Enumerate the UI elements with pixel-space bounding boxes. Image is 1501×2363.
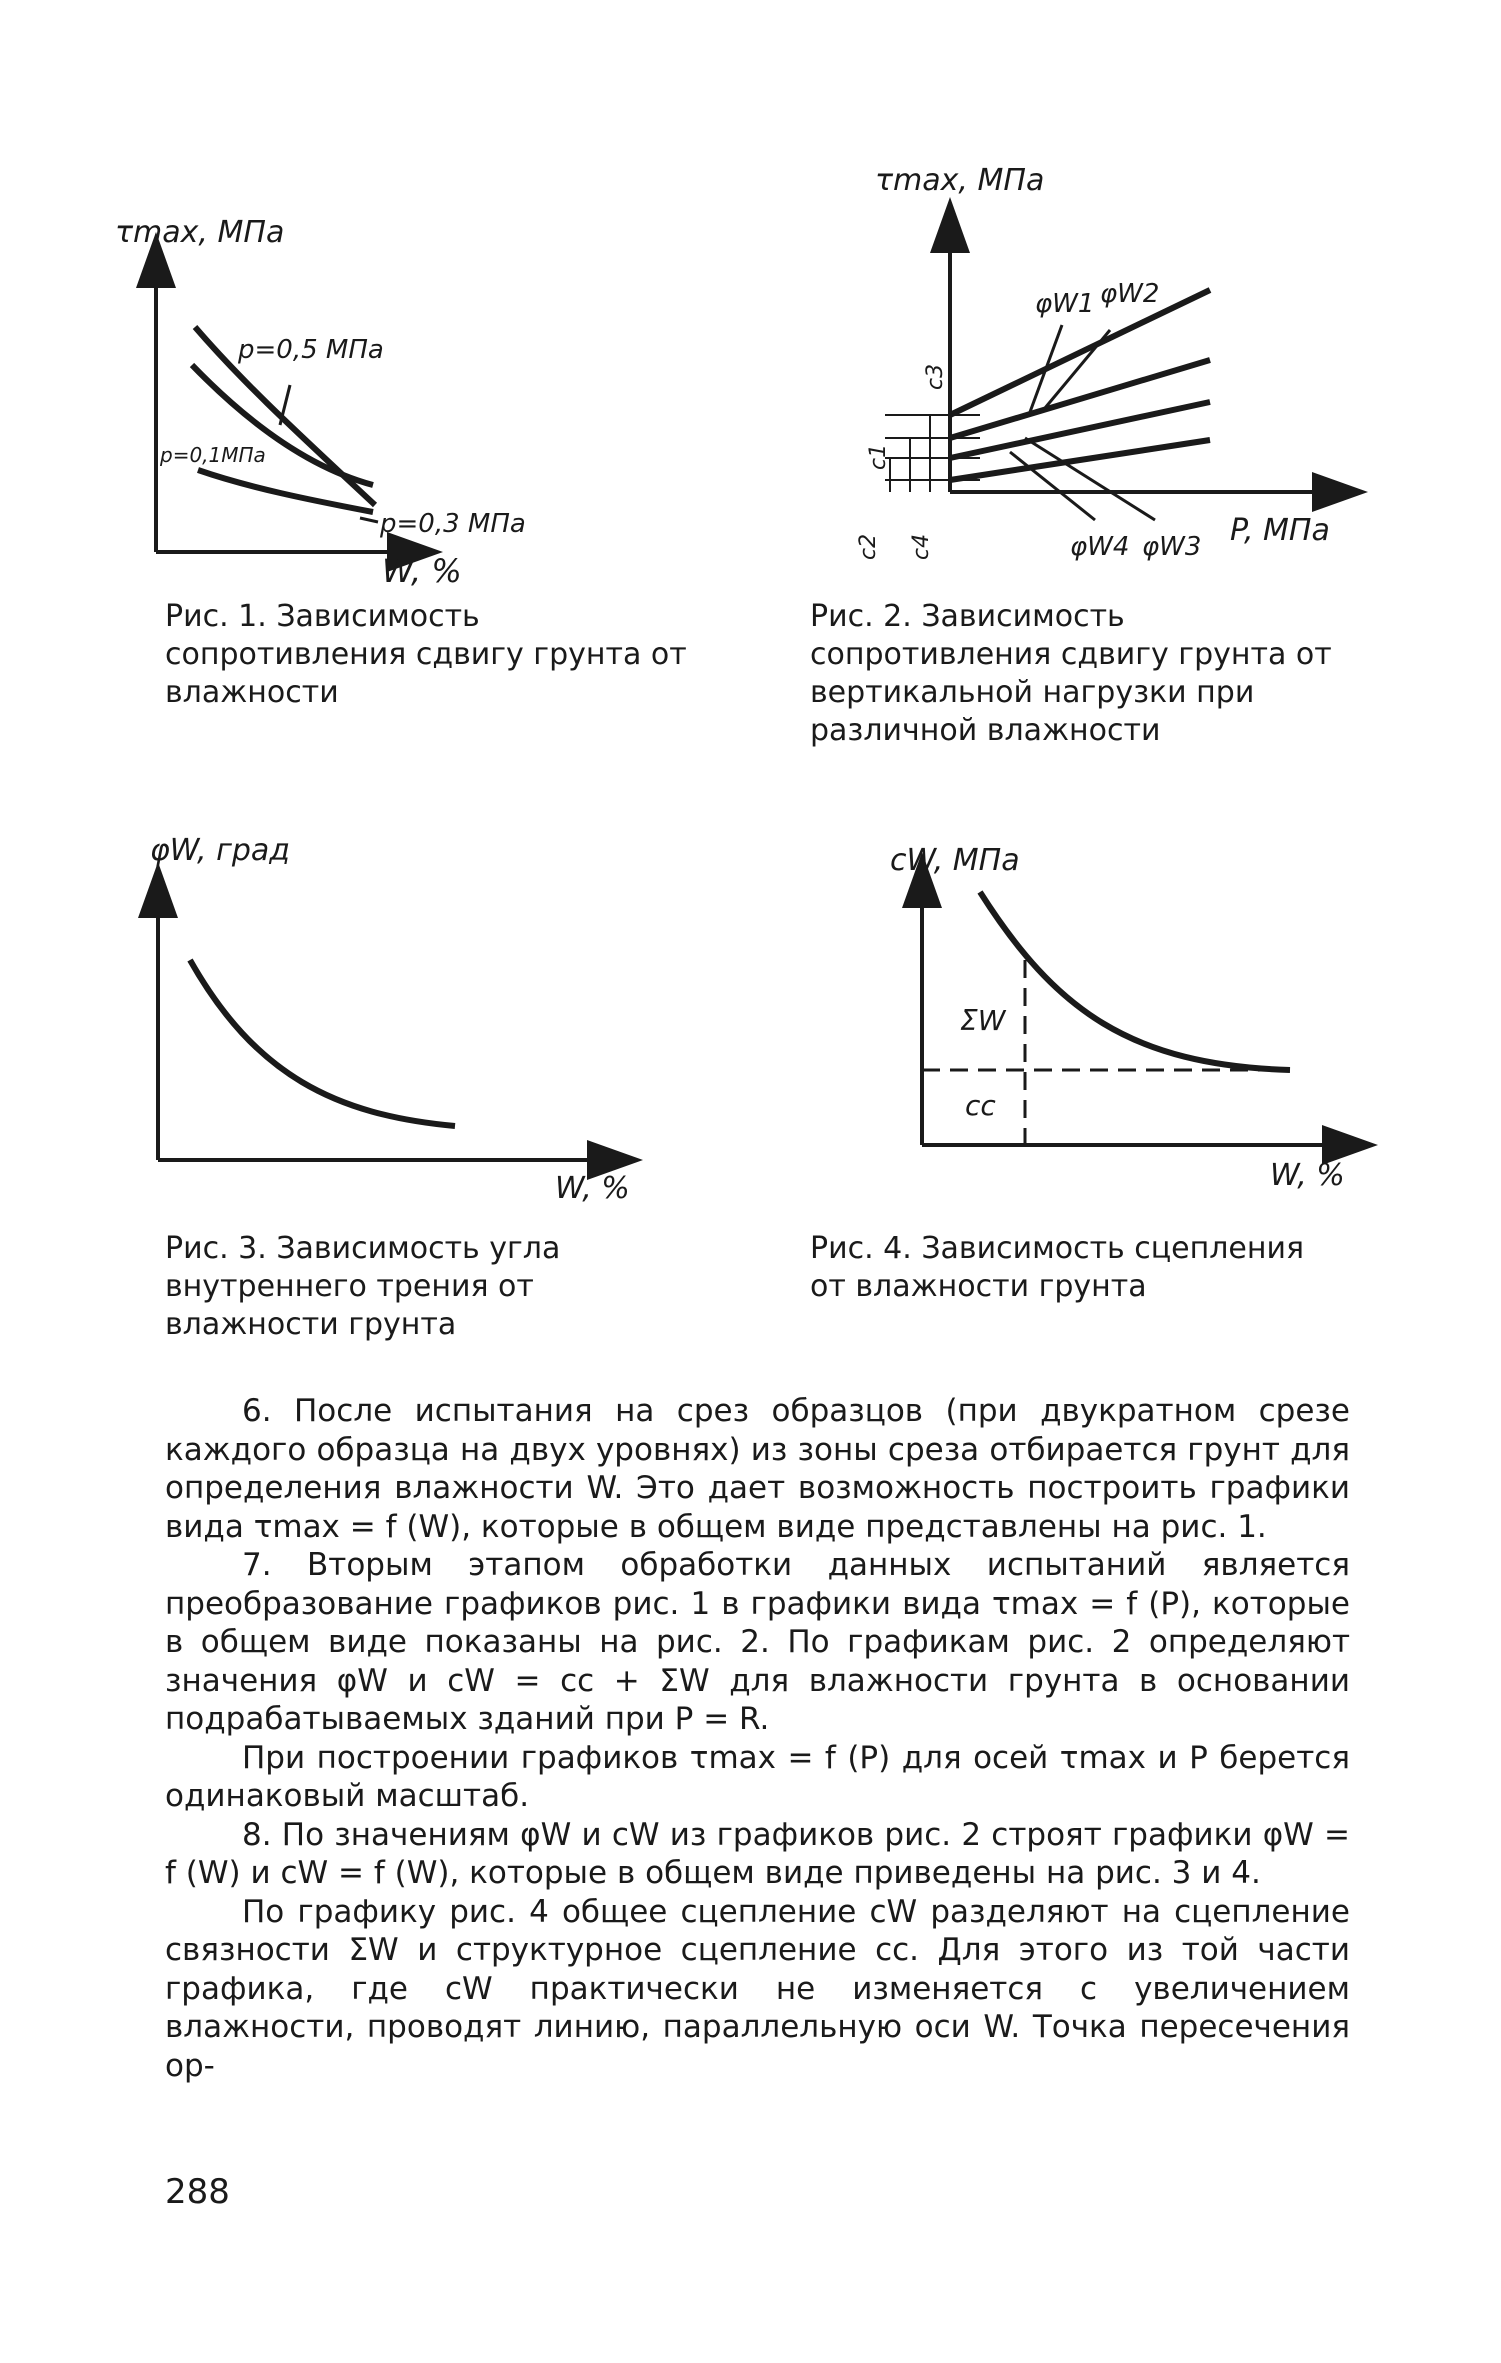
figure-2-caption: Рис. 2. Зависимость сопротивления сдвигу грунта от вертикальной нагрузки при различной влажности (810, 599, 1332, 748)
x-axis-label: W, % (382, 552, 462, 590)
paragraph-8: 8. По значениям φW и cW из графиков рис. 2 строят графики φW = f (W) и cW = f (W), которые в общем виде приведены на рис. 3 и 4. (165, 1816, 1350, 1891)
figure-2 (830, 150, 1390, 600)
paragraph-fig4: По графику рис. 4 общее сцепление cW разделяют на сцепление связности ΣW и структурное сцепление cc. Для этого из той части графика, где cW практически не изменяется с увеличением влажности, проводят линию, параллельную оси W. Точка пересечения ор- (165, 1893, 1350, 2084)
body-text (165, 1392, 1350, 2085)
line-w3 (950, 402, 1210, 458)
curve-p03 (192, 365, 373, 485)
y-axis-label: τmax, МПа (875, 163, 1045, 198)
segment-label-c4: c4 (909, 533, 934, 560)
curve-label-p03: p=0,3 МПа (380, 509, 526, 539)
figure-1-caption: Рис. 1. Зависимость сопротивления сдвигу грунта от влажности (165, 599, 687, 710)
figure-1-graph (115, 200, 710, 600)
figure-3 (150, 830, 710, 1230)
figure-3-caption: Рис. 3. Зависимость угла внутреннего трения от влажности грунта (165, 1231, 561, 1342)
figure-3-graph (150, 830, 710, 1230)
figure-1 (115, 200, 710, 600)
x-axis-label: W, % (1270, 1158, 1345, 1193)
angle-label-w4: φW4 (1070, 532, 1130, 562)
figure-2-graph (830, 150, 1390, 600)
region-label-cc: cc (965, 1089, 996, 1122)
region-label-sigma-w: ΣW (960, 1004, 1006, 1037)
segment-label-c3: c3 (923, 363, 948, 390)
angle-label-w3: φW3 (1142, 532, 1202, 562)
y-axis-label: τmax, МПа (115, 215, 285, 250)
y-axis-label: φW, град (150, 833, 291, 868)
page-number: 288 (165, 2172, 230, 2212)
x-axis-label: W, % (555, 1171, 630, 1206)
curve-cw (980, 892, 1290, 1070)
paragraph-6: 6. После испытания на срез образцов (при двукратном срезе каждого образца на двух уровнях) из зоны среза отбирается грунт для определения влажности W. Это дает возможность построить графики вида τmax = f (W), которые в общем виде представлены на рис. 1. (165, 1393, 1350, 1545)
x-axis-label: P, МПа (1230, 513, 1330, 548)
figure-4-caption: Рис. 4. Зависимость сцепления от влажности грунта (810, 1231, 1305, 1304)
paragraph-scale: При построении графиков τmax = f (P) для осей τmax и P берется одинаковый масштаб. (165, 1739, 1350, 1814)
curve-label-p05: p=0,5 МПа (238, 335, 384, 365)
paragraph-7: 7. Вторым этапом обработки данных испытаний является преобразование графиков рис. 1 в графики вида τmax = f (P), которые в общем виде показаны на рис. 2. По графикам рис. 2 определяют значения φW и cW = cc + ΣW для влажности грунта в основании подрабатываемых зданий при P = R. (165, 1547, 1350, 1737)
curve-phi (190, 960, 455, 1126)
label-leader-p03 (360, 518, 378, 522)
segment-label-c2: c2 (856, 533, 881, 560)
curve-label-p01: p=0,1МПа (160, 443, 266, 467)
y-axis-label: cW, МПа (890, 843, 1020, 878)
segment-label-c1: c1 (866, 443, 891, 470)
leader-w1 (1030, 325, 1062, 412)
angle-label-w2: φW2 (1100, 279, 1160, 309)
figure-4 (830, 840, 1390, 1220)
figure-4-graph (830, 840, 1390, 1220)
angle-label-w1: φW1 (1035, 289, 1095, 319)
